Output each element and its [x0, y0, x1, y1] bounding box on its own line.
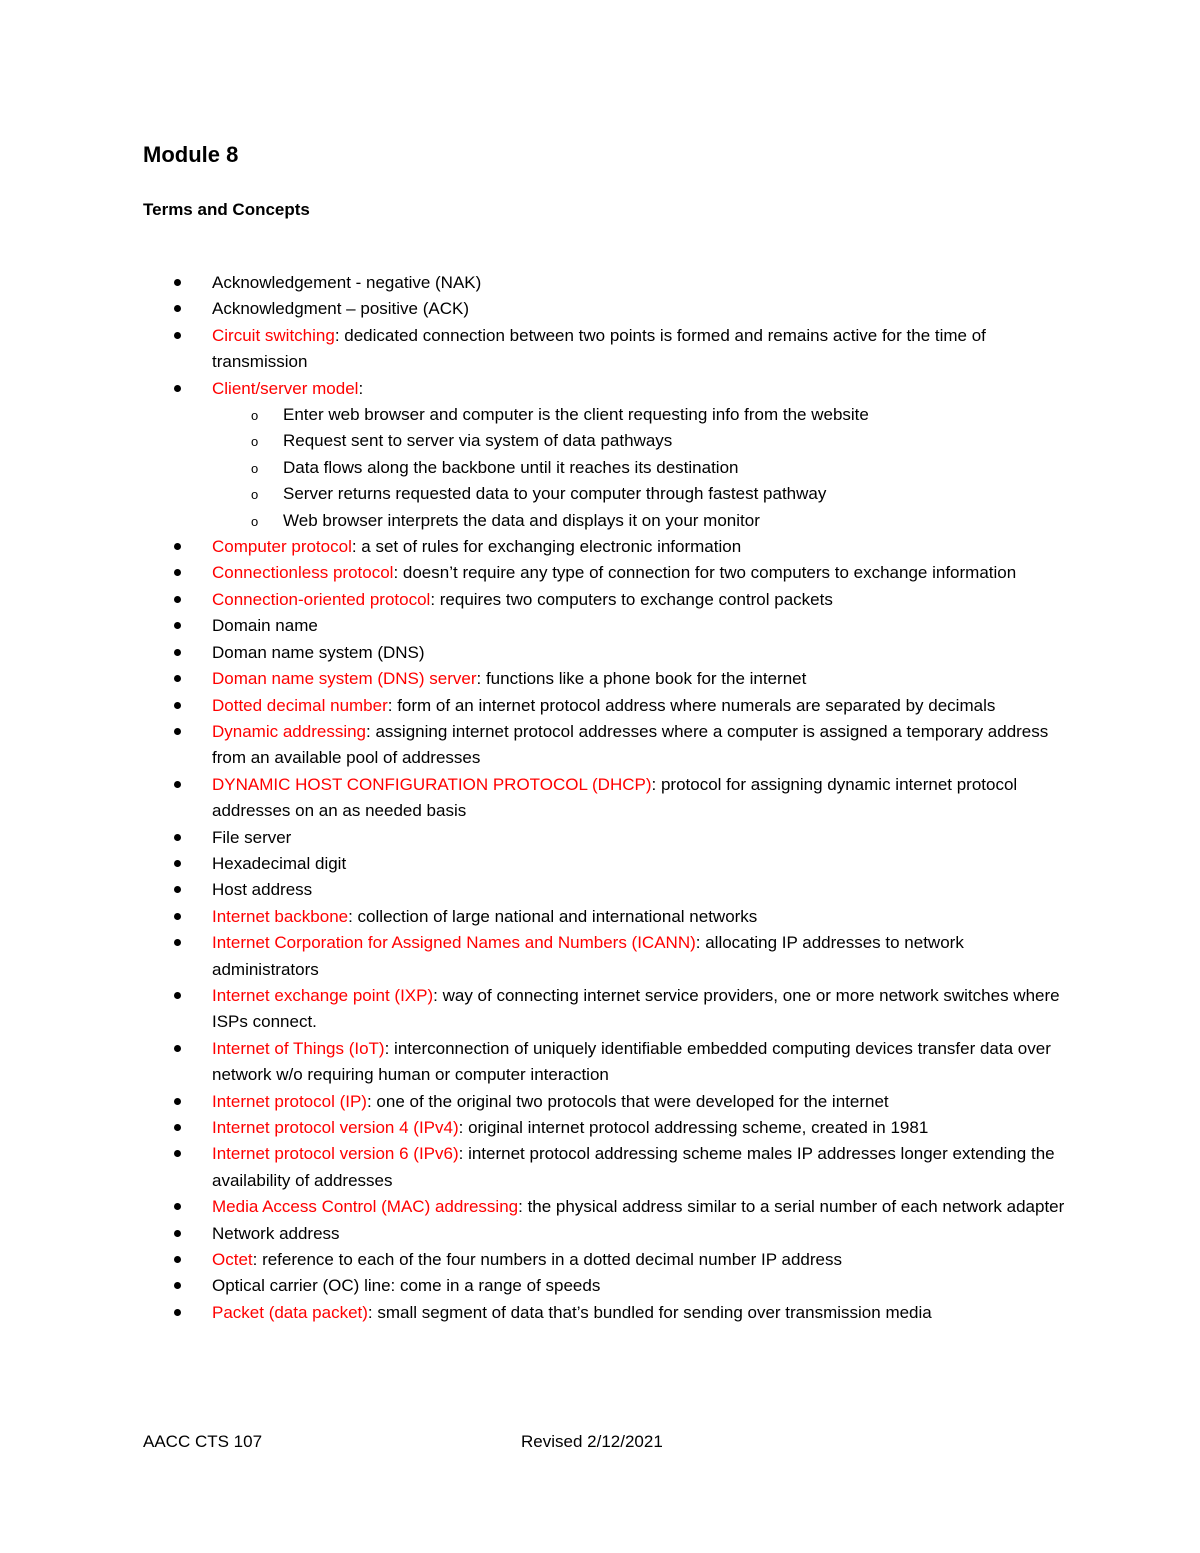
bullet-icon	[174, 569, 181, 576]
bullet-icon	[174, 596, 181, 603]
term-definition: Doman name system (DNS)	[212, 642, 425, 662]
sub-item-text: Server returns requested data to your computer through fastest pathway	[283, 484, 827, 504]
list-item	[0, 719, 1072, 772]
term-definition: Domain name	[212, 616, 318, 636]
term-label: Internet backbone	[212, 906, 349, 926]
bullet-icon	[174, 939, 181, 946]
sub-item-text: Data flows along the backbone until it reaches its destination	[283, 457, 739, 477]
term-definition: : dedicated connection between two points is formed and remains active for the time of transmission	[212, 325, 986, 372]
bullet-icon	[174, 385, 181, 392]
term-label: Internet of Things (IoT)	[212, 1038, 385, 1058]
circle-bullet-icon: o	[251, 487, 259, 503]
list-item	[0, 1247, 1072, 1273]
term-label: Dynamic addressing	[212, 721, 367, 741]
bullet-icon	[174, 1203, 181, 1210]
page-title: Module 8	[143, 142, 239, 167]
bullet-icon	[174, 834, 181, 841]
term-label: Dotted decimal number	[212, 695, 388, 715]
bullet-icon	[174, 305, 181, 312]
term-label: Connection-oriented protocol	[212, 589, 431, 609]
circle-bullet-icon: o	[251, 434, 259, 450]
list-item	[0, 534, 1072, 560]
list-item	[0, 693, 1072, 719]
term-label: Internet exchange point (IXP)	[212, 985, 434, 1005]
term-definition: Acknowledgment – positive (ACK)	[212, 299, 470, 319]
bullet-icon	[174, 913, 181, 920]
list-item	[0, 772, 1072, 825]
term-label: Media Access Control (MAC) addressing	[212, 1197, 519, 1217]
list-item	[0, 825, 1072, 851]
term-label: Computer protocol	[212, 537, 352, 557]
bullet-icon	[174, 728, 181, 735]
term-label: Octet	[212, 1250, 253, 1270]
term-definition: File server	[212, 827, 292, 847]
term-definition: : form of an internet protocol address where numerals are separated by decimals	[387, 695, 996, 715]
bullet-icon	[174, 1150, 181, 1157]
bullet-icon	[174, 543, 181, 550]
term-definition: : small segment of data that’s bundled for sending over transmission media	[367, 1302, 932, 1322]
list-item	[0, 1141, 1072, 1194]
sub-item-text: Request sent to server via system of data pathways	[283, 431, 673, 451]
list-item	[0, 270, 1072, 296]
list-item	[0, 296, 1072, 322]
term-definition: : doesn’t require any type of connection for two computers to exchange information	[393, 563, 1017, 583]
bullet-icon	[174, 1282, 181, 1289]
list-item	[0, 1194, 1072, 1220]
term-label: Packet (data packet)	[212, 1302, 368, 1322]
list-item	[0, 587, 1072, 613]
term-definition: : collection of large national and international networks	[348, 906, 758, 926]
bullet-icon	[174, 702, 181, 709]
list-item	[0, 877, 1072, 903]
bullet-icon	[174, 781, 181, 788]
term-definition: : functions like a phone book for the internet	[476, 669, 807, 689]
term-label: Circuit switching	[212, 325, 335, 345]
bullet-icon	[174, 860, 181, 867]
bullet-icon	[174, 649, 181, 656]
term-label: Internet protocol (IP)	[212, 1091, 367, 1111]
circle-bullet-icon: o	[251, 408, 259, 424]
term-definition: : reference to each of the four numbers in a dotted decimal number IP address	[252, 1250, 842, 1270]
term-label: Client/server model	[212, 378, 359, 398]
term-definition: : assigning internet protocol addresses where a computer is assigned a temporary address from an available pool of addresses	[212, 721, 1049, 768]
sub-list-item	[0, 508, 1200, 534]
sub-list-item	[0, 428, 1200, 454]
list-item	[0, 376, 1072, 402]
list-item	[0, 666, 1072, 692]
section-heading: Terms and Concepts	[143, 200, 310, 219]
list-item	[0, 983, 1072, 1036]
term-definition: : interconnection of uniquely identifiable embedded computing devices transfer data over network w/o requiring human or computer interaction	[212, 1038, 1051, 1085]
footer-course: AACC CTS 107	[143, 1432, 263, 1451]
bullet-icon	[174, 992, 181, 999]
bullet-icon	[174, 1098, 181, 1105]
list-item	[0, 613, 1072, 639]
term-definition: : allocating IP addresses to network administrators	[212, 933, 964, 979]
bullet-icon	[174, 1309, 181, 1316]
list-item	[0, 930, 1072, 983]
terms-list	[0, 270, 1200, 1326]
list-item	[0, 1115, 1072, 1141]
bullet-icon	[174, 332, 181, 339]
term-definition: : internet protocol addressing scheme males IP addresses longer extending the availability of addresses	[212, 1144, 1055, 1190]
bullet-icon	[174, 1230, 181, 1237]
list-item	[0, 560, 1072, 586]
term-definition: :	[358, 378, 364, 398]
term-definition: : protocol for assigning dynamic internet protocol addresses on an as needed basis	[212, 774, 1018, 821]
list-item	[0, 904, 1072, 930]
bullet-icon	[174, 622, 181, 629]
term-definition: : original internet protocol addressing scheme, created in 1981	[458, 1118, 929, 1137]
list-item	[0, 640, 1072, 666]
list-item	[0, 1300, 1072, 1326]
term-definition: Acknowledgement - negative (NAK)	[212, 273, 482, 292]
list-item	[0, 1089, 1072, 1115]
sub-item-text: Web browser interprets the data and displays it on your monitor	[283, 510, 760, 530]
term-label: Connectionless protocol	[212, 563, 394, 583]
sub-list-item	[0, 455, 1200, 481]
list-item	[0, 1221, 1072, 1247]
bullet-icon	[174, 1256, 181, 1263]
bullet-icon	[174, 675, 181, 682]
footer-revised: Revised 2/12/2021	[521, 1432, 663, 1451]
term-definition: : way of connecting internet service providers, one or more network switches where ISPs connect.	[212, 985, 1060, 1032]
circle-bullet-icon: o	[251, 513, 259, 529]
sub-item-text: Enter web browser and computer is the client requesting info from the website	[283, 405, 869, 425]
sub-list-item	[0, 402, 1200, 428]
term-definition: : requires two computers to exchange control packets	[430, 589, 833, 609]
term-definition: : one of the original two protocols that were developed for the internet	[366, 1091, 889, 1111]
term-definition: Host address	[212, 880, 313, 900]
sub-list-item	[0, 481, 1200, 507]
list-item	[0, 1273, 1072, 1299]
term-label: Internet protocol version 4 (IPv4)	[212, 1118, 459, 1137]
term-definition: Hexadecimal digit	[212, 853, 347, 873]
term-definition: Optical carrier (OC) line: come in a range of speeds	[212, 1276, 601, 1296]
term-label: Doman name system (DNS) server	[212, 669, 477, 689]
term-definition: : the physical address similar to a serial number of each network adapter	[518, 1197, 1065, 1217]
circle-bullet-icon: o	[251, 460, 259, 476]
bullet-icon	[174, 1045, 181, 1052]
term-definition: Network address	[212, 1223, 340, 1243]
bullet-icon	[174, 886, 181, 893]
term-label: Internet protocol version 6 (IPv6)	[212, 1144, 459, 1164]
list-item	[0, 851, 1072, 877]
list-item	[0, 1036, 1072, 1089]
term-label: Internet Corporation for Assigned Names and Numbers (ICANN)	[212, 933, 696, 953]
term-label: DYNAMIC HOST CONFIGURATION PROTOCOL (DHCP)	[212, 774, 652, 794]
bullet-icon	[174, 1124, 181, 1131]
list-item	[0, 323, 1072, 376]
bullet-icon	[174, 279, 181, 286]
term-definition: : a set of rules for exchanging electronic information	[351, 537, 742, 557]
